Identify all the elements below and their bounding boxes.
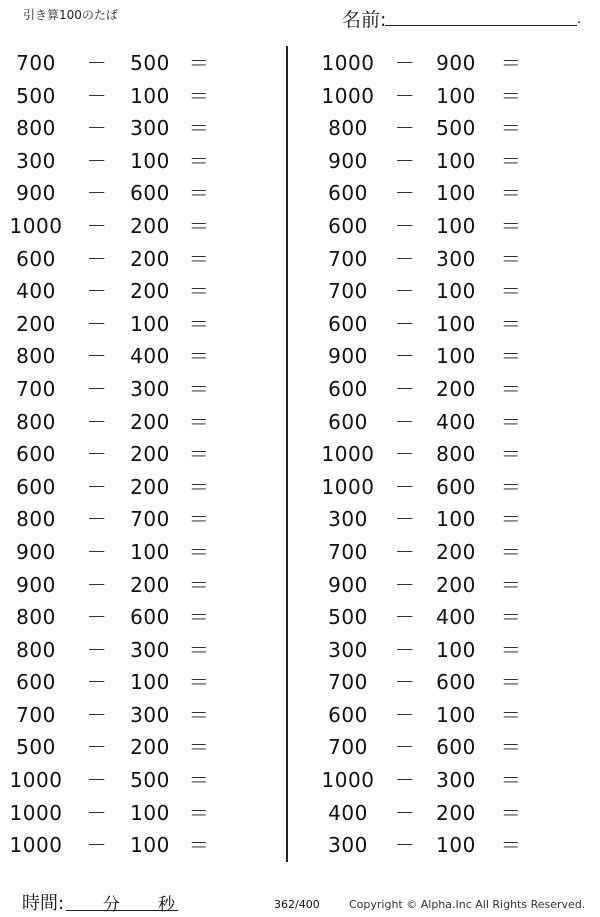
equals-sign: ＝ — [188, 148, 210, 173]
minus-sign: － — [86, 637, 108, 662]
minuend: 600 — [16, 670, 56, 695]
subtrahend: 800 — [436, 442, 476, 467]
minuend: 300 — [16, 148, 56, 173]
minuend: 600 — [328, 409, 368, 434]
minus-sign: － — [394, 507, 416, 532]
minus-sign: － — [86, 800, 108, 825]
minus-sign: － — [86, 442, 108, 467]
equals-sign: ＝ — [188, 246, 210, 271]
column-divider — [286, 46, 288, 862]
subtrahend: 100 — [436, 507, 476, 532]
equals-sign: ＝ — [188, 474, 210, 499]
equals-sign: ＝ — [500, 279, 522, 304]
minus-sign: － — [394, 116, 416, 141]
page-number: 362/400 — [274, 898, 320, 911]
equals-sign: ＝ — [188, 116, 210, 141]
subtrahend: 400 — [436, 409, 476, 434]
minus-sign: － — [86, 507, 108, 532]
minuend: 500 — [16, 83, 56, 108]
minus-sign: － — [86, 735, 108, 760]
equals-sign: ＝ — [500, 181, 522, 206]
equals-sign: ＝ — [500, 246, 522, 271]
minuend: 900 — [328, 344, 368, 369]
subtrahend: 100 — [130, 148, 170, 173]
equals-sign: ＝ — [500, 670, 522, 695]
minuend: 800 — [16, 344, 56, 369]
minuend: 1000 — [9, 800, 63, 825]
minuend: 300 — [328, 833, 368, 858]
equals-sign: ＝ — [188, 637, 210, 662]
minus-sign: － — [86, 572, 108, 597]
minuend: 600 — [328, 181, 368, 206]
subtrahend: 300 — [130, 376, 170, 401]
minus-sign: － — [86, 539, 108, 564]
equals-sign: ＝ — [188, 181, 210, 206]
subtrahend: 100 — [436, 279, 476, 304]
equals-sign: ＝ — [188, 376, 210, 401]
minus-sign: － — [394, 768, 416, 793]
minuend: 700 — [328, 279, 368, 304]
minus-sign: － — [394, 246, 416, 271]
minus-sign: － — [394, 409, 416, 434]
minus-sign: － — [394, 670, 416, 695]
minuend: 1000 — [321, 768, 375, 793]
time-label: 時間: — [22, 893, 65, 914]
minuend: 400 — [16, 279, 56, 304]
minus-sign: － — [86, 376, 108, 401]
subtrahend: 100 — [436, 213, 476, 238]
minus-sign: － — [394, 181, 416, 206]
equals-sign: ＝ — [500, 800, 522, 825]
name-label: 名前: — [342, 9, 387, 31]
subtrahend: 200 — [436, 376, 476, 401]
minuend: 500 — [16, 735, 56, 760]
subtrahend: 200 — [130, 279, 170, 304]
minuend: 900 — [16, 572, 56, 597]
minus-sign: － — [86, 702, 108, 727]
equals-sign: ＝ — [500, 148, 522, 173]
minus-sign: － — [86, 311, 108, 336]
minus-sign: － — [86, 409, 108, 434]
minus-sign: － — [394, 83, 416, 108]
subtrahend: 300 — [130, 116, 170, 141]
minuend: 900 — [328, 148, 368, 173]
minus-sign: － — [86, 474, 108, 499]
equals-sign: ＝ — [500, 83, 522, 108]
subtrahend: 200 — [130, 572, 170, 597]
minus-sign: － — [86, 833, 108, 858]
subtrahend: 900 — [436, 51, 476, 75]
subtrahend: 100 — [436, 833, 476, 858]
minus-sign: － — [394, 311, 416, 336]
equals-sign: ＝ — [188, 344, 210, 369]
equals-sign: ＝ — [500, 507, 522, 532]
equals-sign: ＝ — [500, 409, 522, 434]
subtrahend: 500 — [130, 51, 170, 75]
minus-sign: － — [86, 51, 108, 75]
minuend: 1000 — [321, 474, 375, 499]
subtrahend: 100 — [436, 702, 476, 727]
minus-sign: － — [394, 572, 416, 597]
equals-sign: ＝ — [188, 539, 210, 564]
worksheet-title: 引き算100のたば — [23, 8, 118, 22]
minuend: 800 — [16, 637, 56, 662]
subtrahend: 200 — [130, 246, 170, 271]
subtrahend: 600 — [436, 670, 476, 695]
minuend: 900 — [16, 539, 56, 564]
name-line-dot: . — [577, 12, 582, 27]
subtrahend: 300 — [436, 768, 476, 793]
subtrahend: 100 — [436, 148, 476, 173]
equals-sign: ＝ — [188, 213, 210, 238]
minuend: 600 — [16, 442, 56, 467]
minuend: 800 — [16, 409, 56, 434]
equals-sign: ＝ — [188, 800, 210, 825]
equals-sign: ＝ — [500, 474, 522, 499]
equals-sign: ＝ — [188, 735, 210, 760]
equals-sign: ＝ — [500, 344, 522, 369]
subtrahend: 300 — [436, 246, 476, 271]
subtrahend: 100 — [436, 344, 476, 369]
minus-sign: － — [86, 181, 108, 206]
minus-sign: － — [86, 83, 108, 108]
minuend: 700 — [328, 735, 368, 760]
equals-sign: ＝ — [188, 833, 210, 858]
copyright-notice: Copyright © Alpha.Inc All Rights Reserved. — [349, 898, 586, 911]
minuend: 700 — [16, 376, 56, 401]
equals-sign: ＝ — [188, 768, 210, 793]
minuend: 1000 — [321, 442, 375, 467]
minuend: 400 — [328, 800, 368, 825]
minuend: 600 — [328, 376, 368, 401]
seconds-label: 秒 — [158, 895, 175, 915]
minus-sign: － — [394, 474, 416, 499]
subtrahend: 100 — [130, 539, 170, 564]
minus-sign: － — [394, 800, 416, 825]
minuend: 600 — [328, 213, 368, 238]
equals-sign: ＝ — [500, 637, 522, 662]
minus-sign: － — [394, 735, 416, 760]
minutes-label: 分 — [103, 895, 120, 915]
equals-sign: ＝ — [188, 279, 210, 304]
subtrahend: 200 — [130, 735, 170, 760]
minus-sign: － — [394, 148, 416, 173]
minuend: 900 — [328, 572, 368, 597]
subtrahend: 100 — [130, 83, 170, 108]
minuend: 1000 — [9, 768, 63, 793]
equals-sign: ＝ — [500, 51, 522, 75]
minus-sign: － — [394, 213, 416, 238]
subtrahend: 700 — [130, 507, 170, 532]
minuend: 600 — [328, 311, 368, 336]
subtrahend: 100 — [130, 833, 170, 858]
equals-sign: ＝ — [188, 51, 210, 75]
minus-sign: － — [86, 344, 108, 369]
subtrahend: 100 — [130, 800, 170, 825]
minus-sign: － — [86, 148, 108, 173]
equals-sign: ＝ — [500, 833, 522, 858]
minus-sign: － — [394, 344, 416, 369]
equals-sign: ＝ — [500, 213, 522, 238]
minus-sign: － — [86, 213, 108, 238]
minuend: 700 — [16, 51, 56, 75]
subtrahend: 100 — [436, 637, 476, 662]
equals-sign: ＝ — [500, 116, 522, 141]
subtrahend: 200 — [436, 800, 476, 825]
minuend: 1000 — [9, 213, 63, 238]
minuend: 700 — [328, 670, 368, 695]
subtrahend: 100 — [436, 83, 476, 108]
subtrahend: 100 — [130, 311, 170, 336]
equals-sign: ＝ — [188, 507, 210, 532]
minus-sign: － — [394, 605, 416, 630]
minus-sign: － — [394, 279, 416, 304]
minuend: 800 — [328, 116, 368, 141]
equals-sign: ＝ — [188, 605, 210, 630]
equals-sign: ＝ — [500, 768, 522, 793]
minus-sign: － — [394, 637, 416, 662]
minuend: 700 — [328, 246, 368, 271]
subtrahend: 100 — [130, 670, 170, 695]
minuend: 800 — [16, 507, 56, 532]
minuend: 1000 — [321, 51, 375, 75]
minuend: 1000 — [321, 83, 375, 108]
subtrahend: 200 — [130, 409, 170, 434]
minuend: 800 — [16, 116, 56, 141]
equals-sign: ＝ — [188, 311, 210, 336]
equals-sign: ＝ — [188, 572, 210, 597]
minus-sign: － — [394, 539, 416, 564]
minuend: 600 — [16, 246, 56, 271]
minuend: 1000 — [9, 833, 63, 858]
subtrahend: 100 — [436, 181, 476, 206]
equals-sign: ＝ — [500, 572, 522, 597]
subtrahend: 200 — [436, 539, 476, 564]
subtrahend: 200 — [130, 213, 170, 238]
equals-sign: ＝ — [500, 442, 522, 467]
equals-sign: ＝ — [188, 702, 210, 727]
minuend: 300 — [328, 637, 368, 662]
minus-sign: － — [86, 116, 108, 141]
minuend: 200 — [16, 311, 56, 336]
minuend: 300 — [328, 507, 368, 532]
minuend: 900 — [16, 181, 56, 206]
subtrahend: 400 — [436, 605, 476, 630]
equals-sign: ＝ — [188, 670, 210, 695]
subtrahend: 400 — [130, 344, 170, 369]
minus-sign: － — [86, 246, 108, 271]
minuend: 600 — [328, 702, 368, 727]
minuend: 700 — [16, 702, 56, 727]
subtrahend: 600 — [436, 735, 476, 760]
equals-sign: ＝ — [500, 311, 522, 336]
minus-sign: － — [394, 702, 416, 727]
minuend: 500 — [328, 605, 368, 630]
minuend: 600 — [16, 474, 56, 499]
equals-sign: ＝ — [500, 539, 522, 564]
equals-sign: ＝ — [188, 409, 210, 434]
minuend: 700 — [328, 539, 368, 564]
subtrahend: 200 — [436, 572, 476, 597]
name-input-line[interactable] — [385, 25, 577, 26]
subtrahend: 500 — [436, 116, 476, 141]
equals-sign: ＝ — [188, 83, 210, 108]
minus-sign: － — [86, 768, 108, 793]
subtrahend: 300 — [130, 702, 170, 727]
equals-sign: ＝ — [500, 605, 522, 630]
subtrahend: 500 — [130, 768, 170, 793]
minus-sign: － — [394, 376, 416, 401]
equals-sign: ＝ — [500, 702, 522, 727]
minus-sign: － — [394, 833, 416, 858]
equals-sign: ＝ — [188, 442, 210, 467]
minus-sign: － — [86, 279, 108, 304]
minuend: 800 — [16, 605, 56, 630]
subtrahend: 200 — [130, 474, 170, 499]
minus-sign: － — [394, 51, 416, 75]
equals-sign: ＝ — [500, 735, 522, 760]
subtrahend: 300 — [130, 637, 170, 662]
subtrahend: 200 — [130, 442, 170, 467]
minus-sign: － — [394, 442, 416, 467]
subtrahend: 600 — [130, 181, 170, 206]
minus-sign: － — [86, 670, 108, 695]
subtrahend: 600 — [130, 605, 170, 630]
subtrahend: 600 — [436, 474, 476, 499]
equals-sign: ＝ — [500, 376, 522, 401]
minus-sign: － — [86, 605, 108, 630]
subtrahend: 100 — [436, 311, 476, 336]
